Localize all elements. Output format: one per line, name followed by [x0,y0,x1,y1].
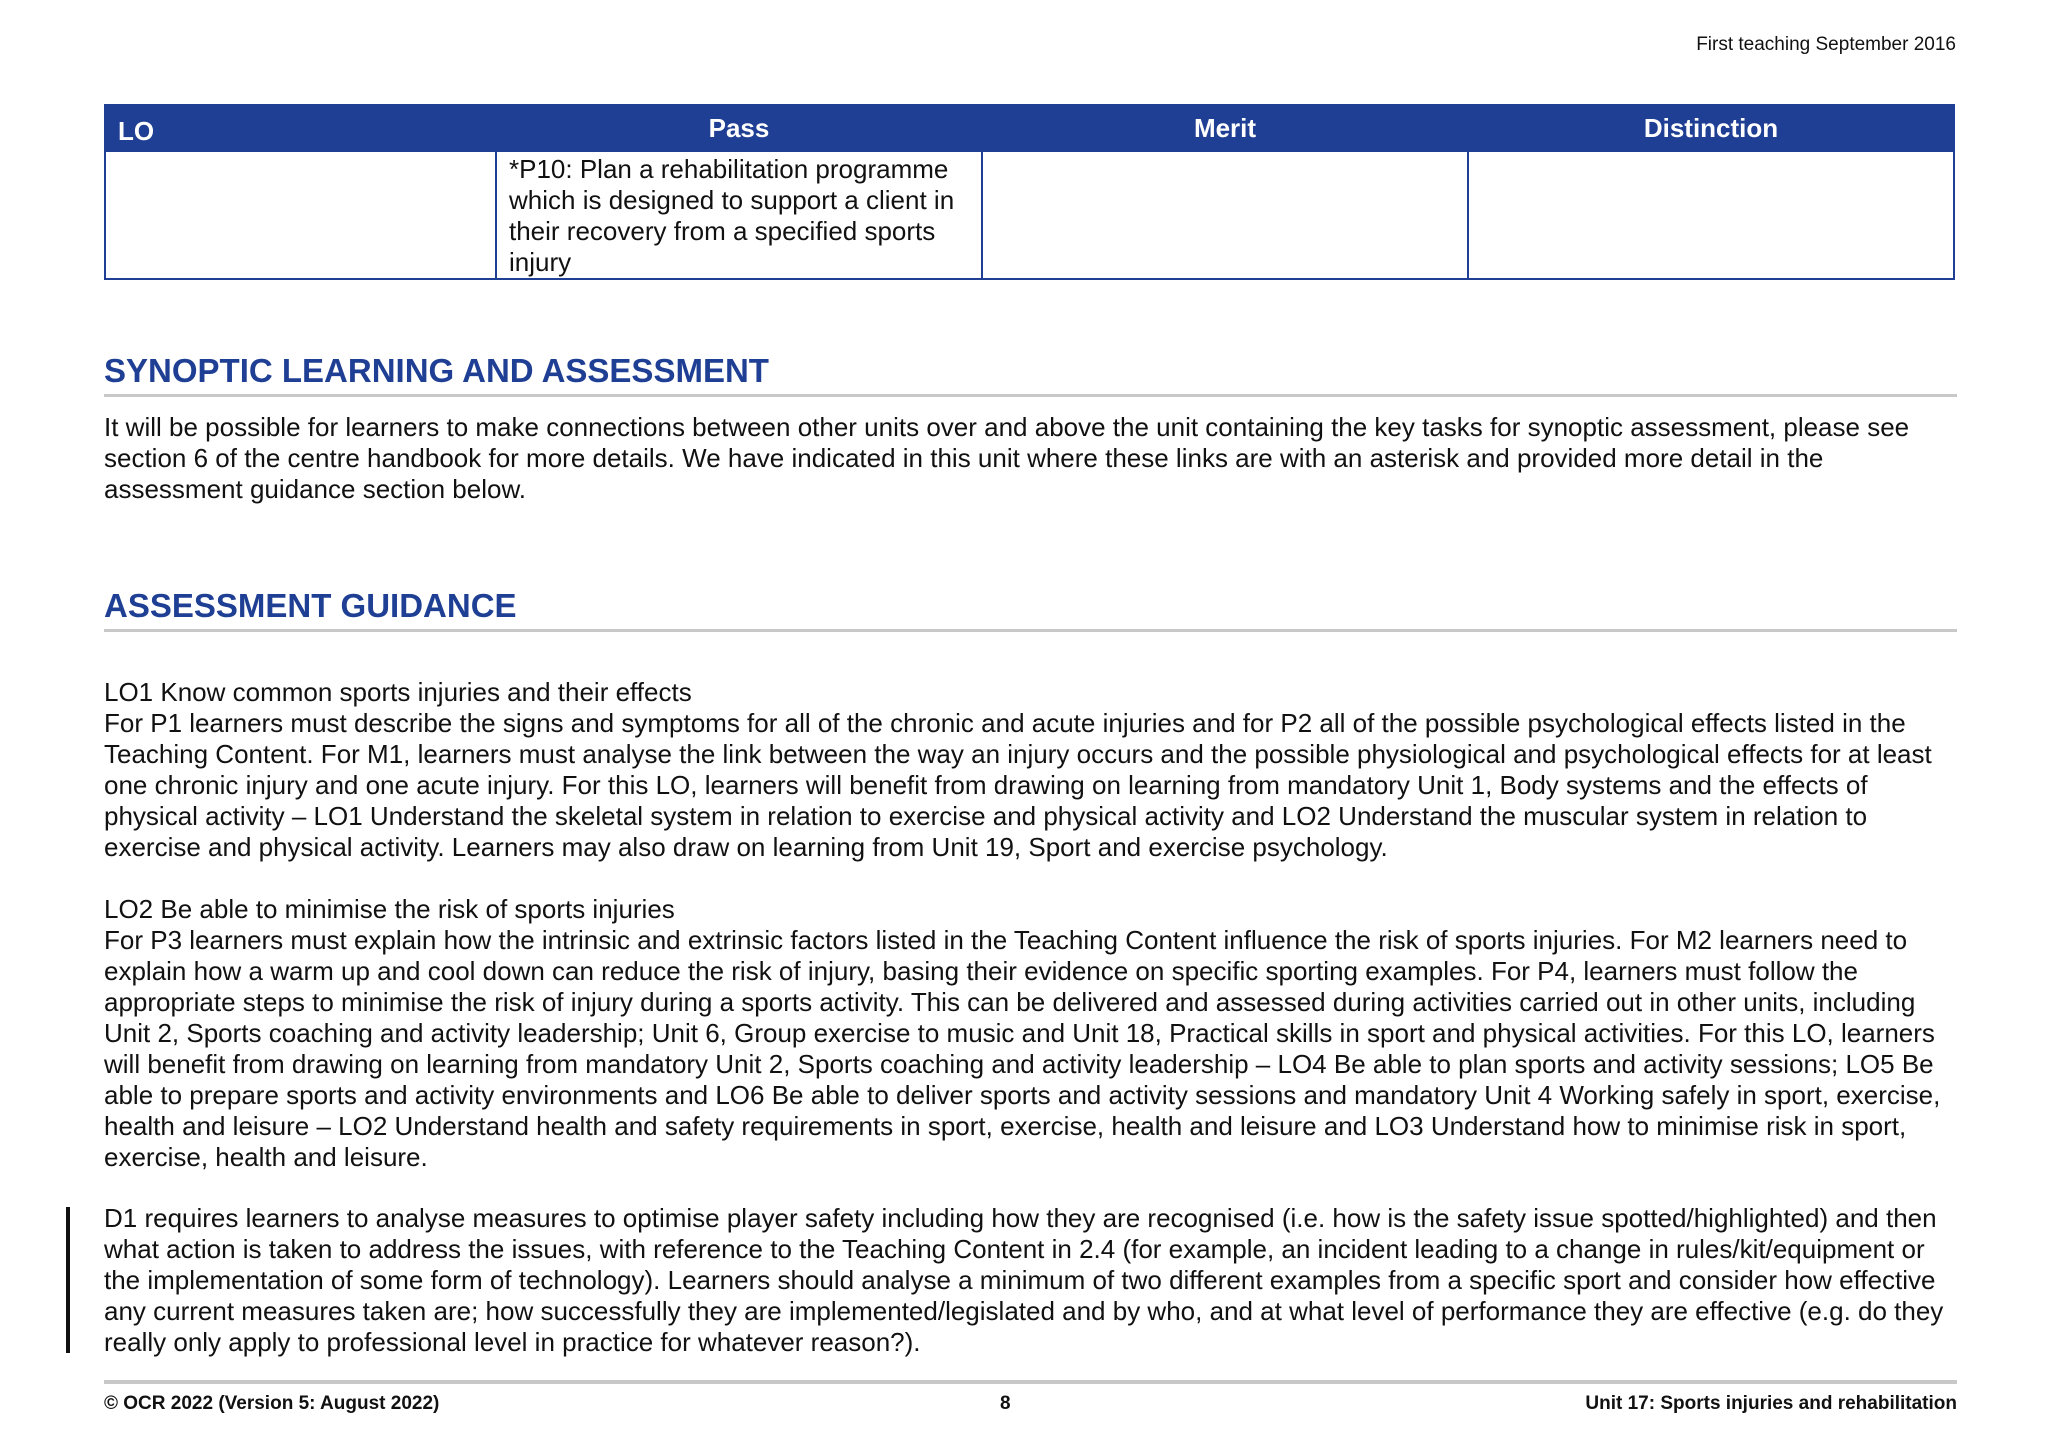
footer-page-number: 8 [1000,1393,1011,1414]
lo2-title: LO2 Be able to minimise the risk of sports injuries [104,894,675,924]
assessment-guidance-heading: ASSESSMENT GUIDANCE [104,587,1957,632]
column-header-pass: Pass [496,105,982,151]
table-row [105,151,1954,279]
synoptic-paragraph: It will be possible for learners to make connections between other units over and above the unit containing the key tasks for synoptic assessment, please see section 6 of the centre handbook for more details. We have indicated in this unit where these links are with an asterisk and provided more detail in the assessment guidance section below. [104,412,1910,504]
d1-paragraph: D1 requires learners to analyse measures to optimise player safety including how they are recognised (i.e. how is the safety issue spotted/highlighted) and then what action is taken to address the issues, with reference to the Teaching Content in 2.4 (for example, an incident leading to a change in rules/kit/equipment or the implementation of some form of technology). Learners should analyse a minimum of two different examples from a specific sport and consider how effective any current measures taken are; how successfully they are implemented/legislated and by who, and at what level of performance they are effective (e.g. do they really only apply to professional level in practice for whatever reason?). [104,1203,1944,1357]
lo1-paragraph: For P1 learners must describe the signs and symptoms for all of the chronic and acute injuries and for P2 all of the possible psychological effects listed in the Teaching Content. For M1, learners must analyse the link between the way an injury occurs and the possible physiological and psychological effects for at least one chronic injury and one acute injury. For this LO, learners will benefit from drawing on learning from mandatory Unit 1, Body systems and the effects of physical activity – LO1 Understand the skeletal system in relation to exercise and physical activity and LO2 Understand the muscular system in relation to exercise and physical activity. Learners may also draw on learning from Unit 19, Sport and exercise psychology. [104,708,1932,862]
footer-unit-title: Unit 17: Sports injuries and rehabilitation [1585,1393,1957,1414]
grading-criteria-table [104,104,1955,280]
lo2-paragraph: For P3 learners must explain how the intrinsic and extrinsic factors listed in the Teaching Content influence the risk of sports injuries. For M2 learners need to explain how a warm up and cool down can reduce the risk of injury, basing their evidence on specific sporting examples. For P4, learners must follow the appropriate steps to minimise the risk of injury during a sports activity. This can be delivered and assessed during activities carried out in other units, including Unit 2, Sports coaching and activity leadership; Unit 6, Group exercise to music and Unit 18, Practical skills in sport and physical activities. For this LO, learners will benefit from drawing on learning from mandatory Unit 2, Sports coaching and activity leadership – LO4 Be able to plan sports and activity sessions; LO5 Be able to prepare sports and activity environments and LO6 Be able to deliver sports and activity sessions and mandatory Unit 4 Working safely in sport, exercise, health and leisure – LO2 Understand health and safety requirements in sport, exercise, health and leisure and LO3 Understand how to minimise risk in sport, exercise, health and leisure. [104,925,1941,1172]
synoptic-section [104,412,1966,505]
cell-merit [982,151,1468,279]
table-header-row [105,105,1954,151]
cell-distinction [1468,151,1954,279]
footer-divider [104,1380,1957,1384]
d1-guidance [104,1203,1966,1358]
column-header-merit: Merit [982,105,1468,151]
cell-pass-p10: *P10: Plan a rehabilitation programme which is designed to support a client in their recovery from a specified sports injury [496,151,982,279]
lo2-guidance [104,894,1966,1173]
footer-copyright: © OCR 2022 (Version 5: August 2022) [104,1393,440,1414]
cell-lo [105,151,496,279]
revision-change-bar [66,1207,70,1353]
lo1-title: LO1 Know common sports injuries and their effects [104,677,692,707]
lo1-guidance [104,677,1966,863]
column-header-distinction: Distinction [1468,105,1954,151]
synoptic-heading: SYNOPTIC LEARNING AND ASSESSMENT [104,352,1957,397]
column-header-lo: LO [105,105,496,151]
header-note: First teaching September 2016 [1696,34,1956,55]
